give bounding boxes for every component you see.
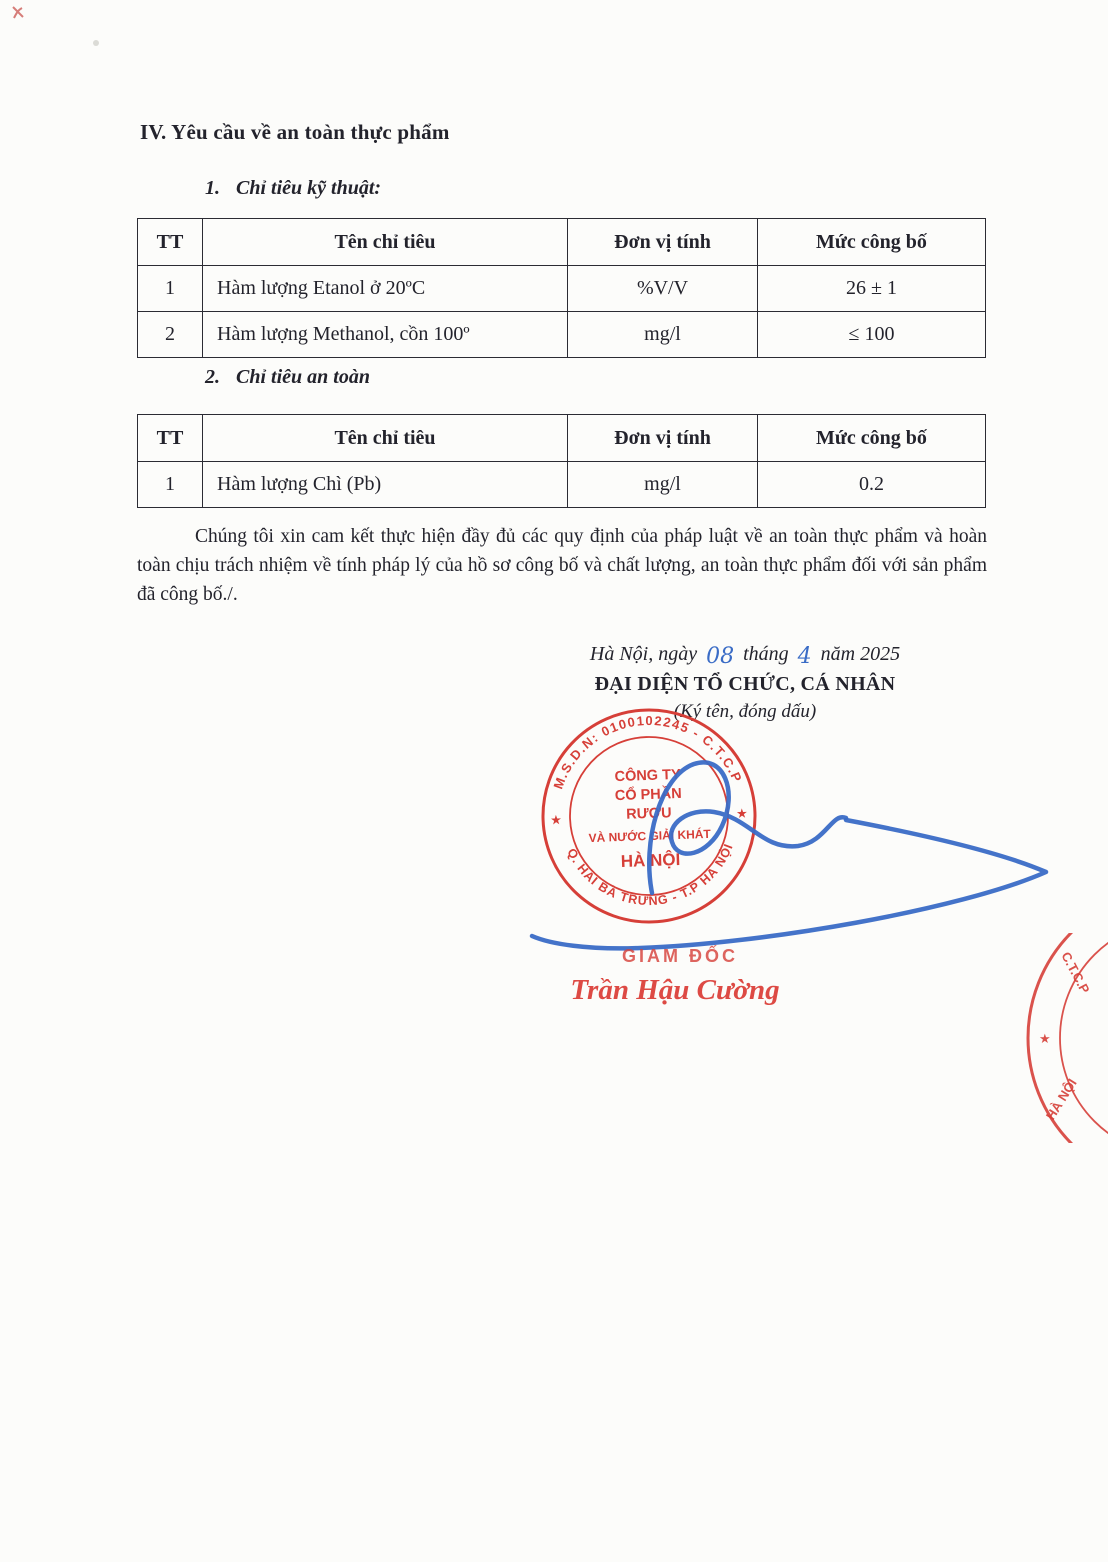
handwritten-day: 08 <box>706 644 735 669</box>
table-row <box>138 312 986 358</box>
cell-criterion: Hàm lượng Methanol, cồn 100º <box>203 312 568 358</box>
partial-stamp-text-bottom: HÀ NỘI <box>1042 1076 1080 1123</box>
column-header-declared-level: Mức công bố <box>758 415 986 462</box>
cell-declared-level: 26 ± 1 <box>758 266 986 312</box>
stamp-district-arc-text: Q. HAI BÀ TRƯNG - T.P HÀ NỘI <box>564 841 736 909</box>
stamp-star-left-icon: ★ <box>549 812 563 828</box>
column-header-unit: Đơn vị tính <box>568 219 758 266</box>
partial-stamp-star-icon: ★ <box>1039 1031 1051 1046</box>
date-month-word: tháng <box>743 643 789 665</box>
representative-title: ĐẠI DIỆN TỔ CHỨC, CÁ NHÂN <box>594 673 896 695</box>
subsection-number: 1. <box>205 177 220 199</box>
commitment-paragraph: Chúng tôi xin cam kết thực hiện đầy đủ các quy định của pháp luật về an toàn thực phẩm và hoàn toàn chịu trách nhiệm về tính pháp lý của hồ sơ công bố và chất lượng, an toàn thực phẩm đối với sản phẩm đã công bố./. <box>137 526 987 605</box>
scan-artifact-mark <box>10 4 28 22</box>
column-header-declared-level: Mức công bố <box>758 219 986 266</box>
cell-tt: 2 <box>138 312 203 358</box>
date-line <box>505 641 985 669</box>
subsection-heading-safety <box>205 366 370 389</box>
table-row <box>138 266 986 312</box>
subsection-number: 2. <box>205 366 220 388</box>
table-header-row <box>138 415 986 462</box>
scan-artifact-stroke <box>13 7 23 18</box>
cell-declared-level: 0.2 <box>758 462 986 508</box>
cell-tt: 1 <box>138 462 203 508</box>
cell-unit: %V/V <box>568 266 758 312</box>
stamp-company-line-5: HÀ NỘI <box>620 849 681 872</box>
section-title: IV. Yêu cầu về an toàn thực phẩm <box>140 120 450 144</box>
position-title: GIAM ĐỐC <box>622 946 738 966</box>
stamp-company-line-4: VÀ NƯỚC GIẢI KHÁT <box>588 826 712 846</box>
handwritten-month: 4 <box>797 644 812 669</box>
stamp-star-right-icon: ★ <box>735 805 749 821</box>
cell-unit: mg/l <box>568 462 758 508</box>
table-row <box>138 462 986 508</box>
column-header-unit: Đơn vị tính <box>568 415 758 462</box>
stamp-registration-arc-text: M.S.D.N: 0100102245 - C.T.C.P <box>550 712 746 792</box>
subsection-label: Chỉ tiêu an toàn <box>236 366 370 388</box>
safety-criteria-table <box>137 414 986 508</box>
subsection-label: Chỉ tiêu kỹ thuật: <box>236 177 382 199</box>
stamp-company-line-2: CỔ PHẦN <box>614 785 682 805</box>
cell-unit: mg/l <box>568 312 758 358</box>
company-round-stamp <box>533 700 765 932</box>
technical-criteria-table <box>137 218 986 358</box>
stamp-company-line-3: RƯỢU <box>625 805 672 823</box>
date-suffix: năm 2025 <box>820 643 901 665</box>
partial-stamp-impression <box>983 933 1108 1143</box>
subsection-heading-technical <box>205 177 381 200</box>
signer-name: Trần Hậu Cường <box>570 974 780 1006</box>
stamp-company-line-1: CÔNG TY <box>614 766 681 786</box>
table-header-row <box>138 219 986 266</box>
partial-stamp-text-top: C.T.C.P <box>1058 949 1093 996</box>
date-prefix: Hà Nội, ngày <box>589 643 698 665</box>
sign-instruction: (Ký tên, đóng dấu) <box>673 701 817 722</box>
cell-criterion: Hàm lượng Chì (Pb) <box>203 462 568 508</box>
cell-declared-level: ≤ 100 <box>758 312 986 358</box>
cell-tt: 1 <box>138 266 203 312</box>
column-header-tt: TT <box>138 219 203 266</box>
column-header-tt: TT <box>138 415 203 462</box>
column-header-criterion: Tên chỉ tiêu <box>203 415 568 462</box>
scan-dust-dot <box>93 40 99 46</box>
cell-criterion: Hàm lượng Etanol ở 20ºC <box>203 266 568 312</box>
column-header-criterion: Tên chỉ tiêu <box>203 219 568 266</box>
